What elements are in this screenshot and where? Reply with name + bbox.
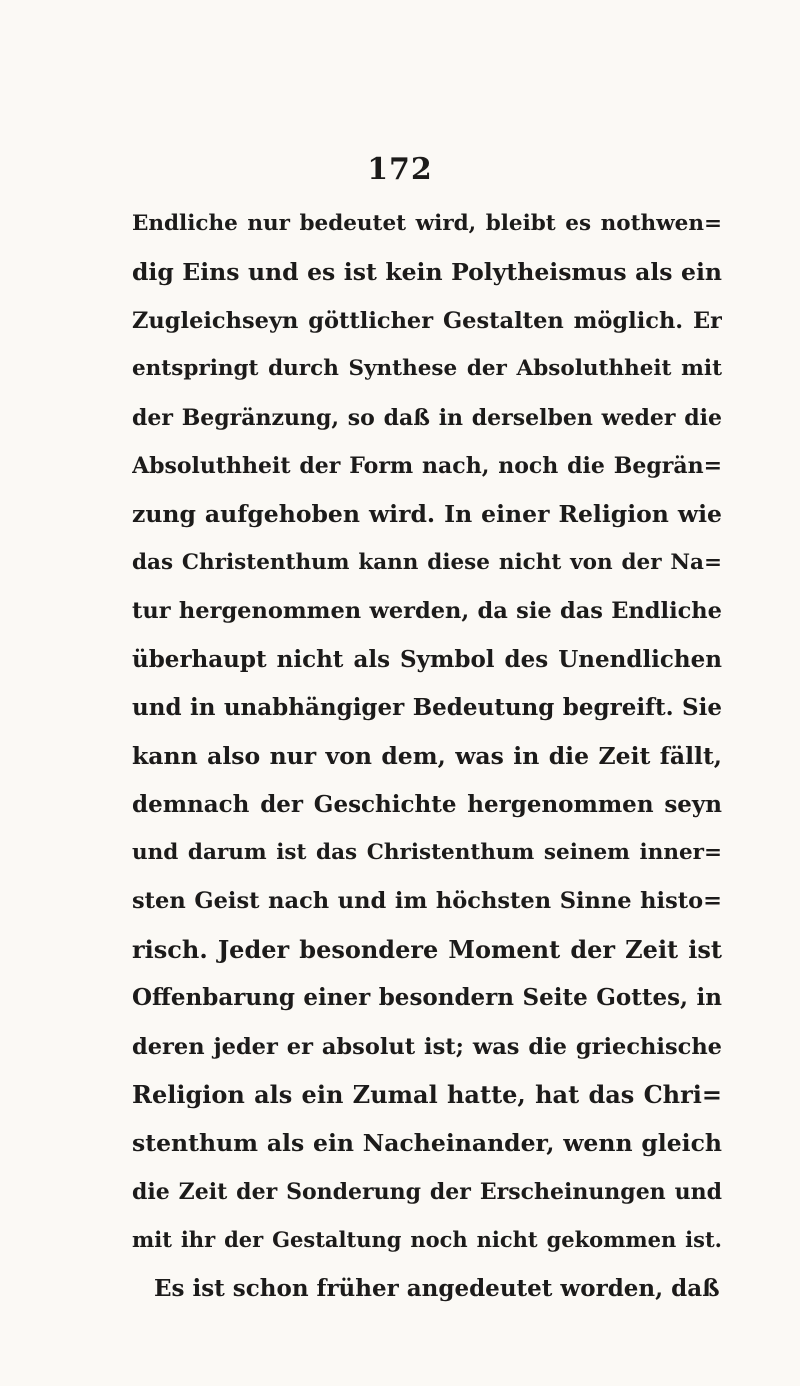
text-line: Absoluthheit der Form nach, noch die Begrän= — [132, 452, 722, 479]
text-line: das Christenthum kann diese nicht von der Na= — [132, 549, 722, 575]
text-line: tur hergenommen werden, da sie das Endliche — [132, 598, 722, 625]
text-line: mit ihr der Gestaltung noch nicht gekommen ist. — [132, 1227, 722, 1253]
text-line: risch. Jeder besondere Moment der Zeit ist — [132, 934, 722, 964]
text-line: überhaupt nicht als Symbol des Unendlichen — [132, 645, 722, 673]
page-number: 172 — [367, 152, 433, 187]
text-line: Offenbarung einer besondern Seite Gottes, in — [132, 984, 722, 1012]
text-line: sten Geist nach und im höchsten Sinne histo= — [132, 888, 722, 915]
text-line: stenthum als ein Nacheinander, wenn gleich — [132, 1129, 722, 1158]
text-line: deren jeder er absolut ist; was die griechische — [132, 1033, 722, 1060]
text-line: entspringt durch Synthese der Absoluthheit mit — [132, 356, 722, 382]
text-line: Religion als ein Zumal hatte, hat das Chri= — [132, 1080, 722, 1110]
text-line: zung aufgehoben wird. In einer Religion wie — [132, 500, 722, 529]
text-line: Zugleichseyn göttlicher Gestalten möglich. Er — [132, 307, 722, 334]
text-line: Es ist schon früher angedeutet worden, daß — [154, 1274, 720, 1302]
text-line: die Zeit der Sonderung der Erscheinungen und — [132, 1178, 722, 1205]
text-line: und darum ist das Christenthum seinem inner= — [132, 840, 722, 866]
text-line: der Begränzung, so daß in derselben weder die — [132, 404, 722, 431]
text-line: demnach der Geschichte hergenommen seyn — [132, 790, 722, 818]
text-line: Endliche nur bedeutet wird, bleibt es nothwen= — [132, 211, 722, 236]
text-line: und in unabhängiger Bedeutung begreift. Sie — [132, 693, 722, 721]
body-text — [132, 200, 722, 1313]
text-line: dig Eins und es ist kein Polytheismus als ein — [132, 258, 722, 287]
text-line: kann also nur von dem, was in die Zeit fällt, — [132, 742, 722, 771]
